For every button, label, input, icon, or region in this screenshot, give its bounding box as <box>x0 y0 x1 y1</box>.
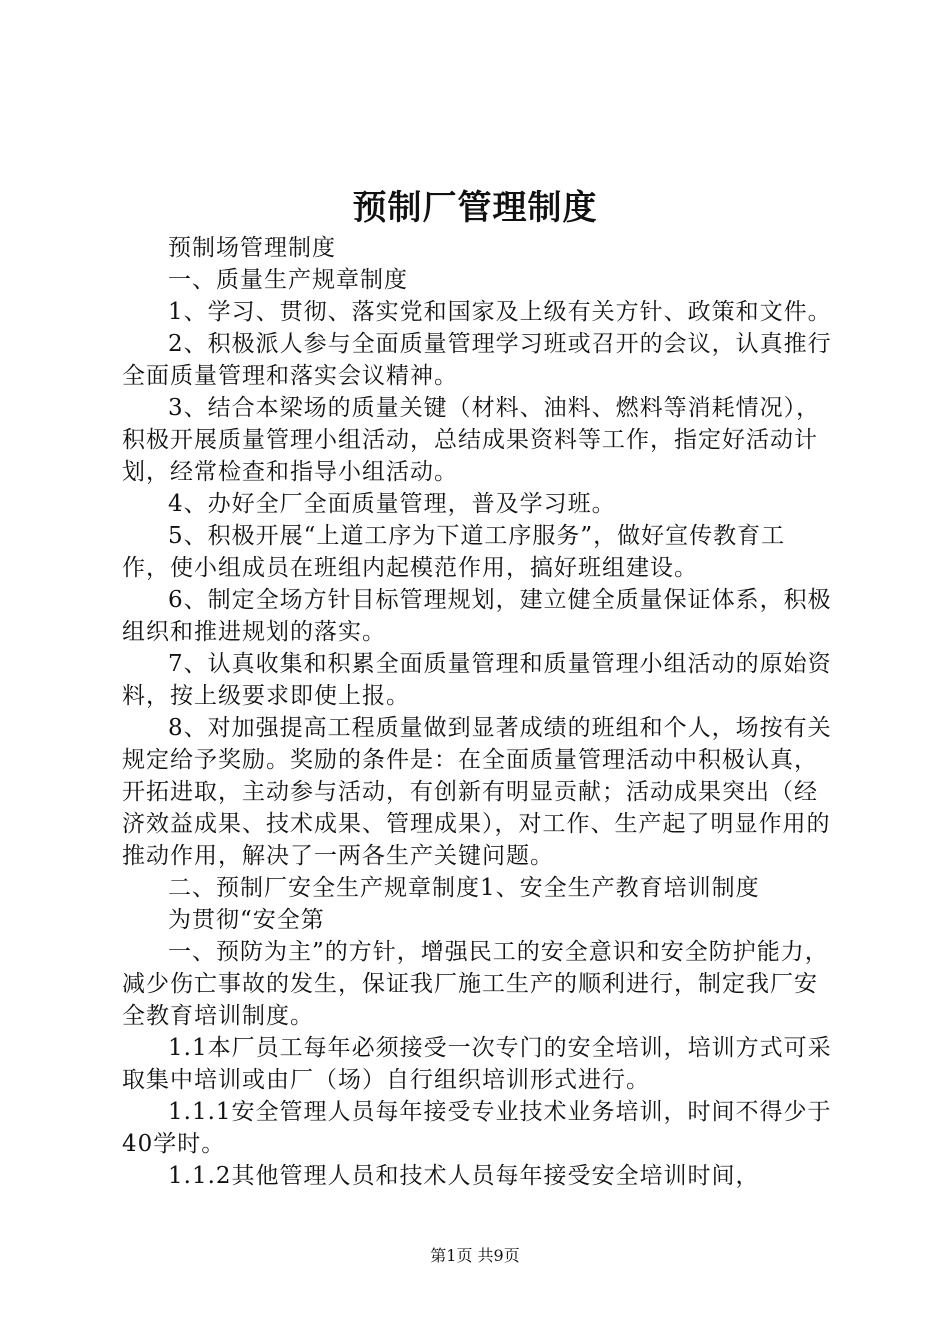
paragraph: 5、积极开展“上道工序为下道工序服务”，做好宣传教育工作，使小组成员在班组内起模范作用，搞好班组建设。 <box>122 523 786 581</box>
paragraph: 一、预防为主”的方针，增强民工的安全意识和安全防护能力，减少伤亡事故的发生，保证我厂施工生产的顺利进行，制定我厂安全教育培训制度。 <box>122 939 829 1029</box>
paragraph: 一、质量生产规章制度 <box>168 267 408 293</box>
paragraph: 1、学习、贯彻、落实党和国家及上级有关方针、政策和文件。 <box>168 299 832 325</box>
paragraph: 6、制定全场方针目标管理规划，建立健全质量保证体系，积极组织和推进规划的落实。 <box>122 587 832 645</box>
paragraph: 预制场管理制度 <box>168 235 336 261</box>
page-footer: 第1页 共9页 <box>430 1246 520 1265</box>
paragraph: 1.1.2其他管理人员和技术人员每年接受安全培训时间， <box>168 1163 760 1189</box>
paragraph: 7、认真收集和积累全面质量管理和质量管理小组活动的原始资料，按上级要求即使上报。 <box>122 651 832 709</box>
document-title: 预制厂管理制度 <box>352 188 598 228</box>
paragraph: 8、对加强提高工程质量做到显著成绩的班组和个人，场按有关规定给予奖励。奖励的条件是：在全面质量管理活动中积极认真，开拓进取，主动参与活动，有创新有明显贡献；活动成果突出（经济效益成果、技术成果、管理成果），对工作、生产起了明显作用的推动作用，解决了一两各生产关键问题。 <box>122 715 832 869</box>
paragraph: 2、积极派人参与全面质量管理学习班或召开的会议，认真推行全面质量管理和落实会议精神。 <box>122 331 832 389</box>
paragraph: 为贯彻“安全第 <box>168 907 325 933</box>
paragraph: 1.1本厂员工每年必须接受一次专门的安全培训，培训方式可采取集中培训或由厂（场）自行组织培训形式进行。 <box>122 1035 832 1093</box>
paragraph: 1.1.1安全管理人员每年接受专业技术业务培训，时间不得少于40学时。 <box>122 1099 832 1157</box>
paragraph: 3、结合本梁场的质量关键（材料、油料、燃料等消耗情况），积极开展质量管理小组活动，总结成果资料等工作，指定好活动计划，经常检查和指导小组活动。 <box>122 395 821 485</box>
paragraph: 二、预制厂安全生产规章制度1、安全生产教育培训制度 <box>168 875 760 901</box>
paragraph: 4、办好全厂全面质量管理，普及学习班。 <box>168 491 616 517</box>
document-body <box>122 232 832 1192</box>
